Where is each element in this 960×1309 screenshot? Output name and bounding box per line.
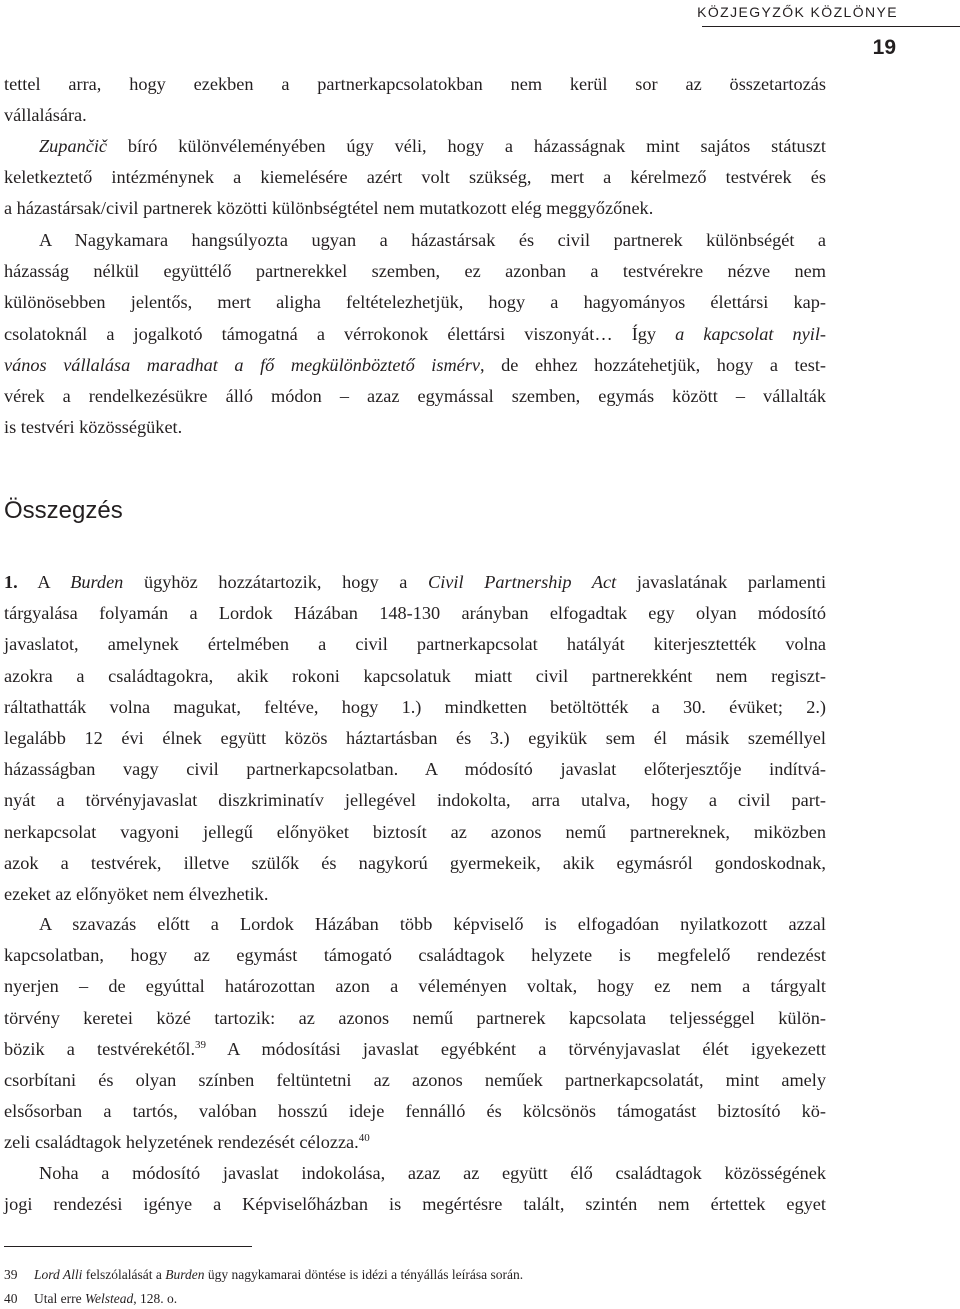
paragraph-2 (4, 131, 826, 225)
text-line: a házastársak/civil partnerek közötti különbségtétel nem mutatkozott elég meggyőzőnek. (4, 198, 654, 219)
footnote-39: 39 Lord Alli felszólalását a Burden ügy nagykamarai döntése is idézi a tényállás leírása során. (4, 1267, 524, 1282)
text-line: is testvéri közösségüket. (4, 417, 183, 438)
text-line: vérek a rendelkezésükre álló módon – azaz egymással szemben, egymás között – vállalták (4, 386, 826, 407)
text-line: A Nagykamara hangsúlyozta ugyan a házastársak és civil partnerek különbségét a (39, 230, 826, 250)
header-rule (702, 26, 960, 27)
text-line: vános vállalása maradhat a fő megkülönböztető ismérv, de ehhez hozzátehetjük, hogy a test- (4, 354, 826, 375)
text-line: különösebben jelentős, mert aligha feltételezhetjük, hogy a hagyományos élettársi kap- (4, 292, 826, 313)
text-line: csorbítani és olyan színben feltüntetni az azonos neműek partnerkapcsolatát, mint amely (4, 1070, 826, 1091)
text-line: zeli családtagok helyzetének rendezését célozza.$^{40}$ (4, 1132, 370, 1153)
text-line: ezeket az előnyöket nem élvezhetik. (4, 884, 269, 905)
text-line: bözik a testvérekétől.$^{39}$ A módosítási javaslat egyébként a törvényjavaslat élét igyekezett (4, 1038, 826, 1059)
text-line: nerkapcsolat vagyoni jellegű előnyöket biztosít az azonos nemű partnereknek, miközben (4, 821, 826, 842)
footnote-ref-40[interactable]: 40 (358, 1132, 370, 1145)
journal-title: KÖZJEGYZŐK KÖZLÖNYE (697, 4, 898, 20)
text-line: vállalására. (4, 105, 87, 126)
text-line: 1. A Burden ügyhöz hozzátartozik, hogy a Civil Partnership Act javaslatának parlamenti (4, 572, 827, 592)
paragraph-1 (4, 69, 826, 131)
text-line: tettel arra, hogy ezekben a partnerkapcsolatokban nem kerül sor az összetartozás (4, 74, 826, 94)
text-line: házasságban vagy civil partnerkapcsolatban. A módosító javaslat előterjesztője indítvá- (4, 759, 826, 780)
judge-name: Zupančič (39, 136, 108, 156)
footnote-number: 39 (4, 1267, 18, 1282)
text-line: Zupančič bíró különvéleményében úgy véli, hogy a házasságnak mint sajátos státuszt (39, 136, 826, 156)
paragraph-4 (4, 567, 826, 910)
footnote-ref-39[interactable]: 39 (195, 1038, 207, 1051)
section-heading: Összegzés (4, 497, 123, 524)
text-line: azok a testvérek, illetve szülők és nagykorú gyermekeik, akik egymásról gondoskodnak, (4, 852, 826, 873)
footnote-40: 40 Utal erre Welstead, 128. o. (4, 1291, 178, 1306)
footnote-number: 40 (4, 1291, 18, 1306)
text-line: Noha a módosító javaslat indokolása, azaz az együtt élő családtagok közösségének (39, 1163, 826, 1183)
text-line: nyerjen – de egyúttal határozottan azon a véleményen voltak, hogy ez nem a tárgyalt (4, 976, 826, 997)
paragraph-3 (4, 225, 826, 443)
text-line: legalább 12 évi élnek együtt közös háztartásban és 3.) egyikük sem él másik személlyel (4, 728, 826, 749)
item-number: 1. (4, 572, 18, 592)
text-line: keletkeztető intézménynek a kiemelésére azért volt szükség, mert a kérelmező testvérek és (4, 167, 826, 188)
text-line: javaslatot, amelynek értelmében a civil partnerkapcsolat hatályát kiterjesztették volna (4, 634, 826, 655)
text-line: házasság nélkül együttélő partnerekkel szemben, ez azonban a testvérekre nézve nem (4, 261, 826, 282)
text-line: azokra a családtagokra, akik rokoni kapcsolatuk miatt civil partnerekként nem regiszt- (4, 665, 826, 686)
text-line: csolatoknál a jogalkotó támogatná a vérrokonok élettársi viszonyát… Így a kapcsolat nyil- (4, 323, 826, 344)
text-line: A szavazás előtt a Lordok Házában több képviselő is elfogadóan nyilatkozott azzal (39, 914, 826, 934)
text-line: törvény keretei közé tartozik: az azonos nemű partnerek kapcsolata teljességgel külön- (4, 1007, 826, 1028)
page-number: 19 (872, 36, 896, 59)
text-line: elsősorban a tartós, valóban hosszú ideje fennálló és kölcsönös támogatást biztosító kö- (4, 1101, 826, 1122)
text-line: jogi rendezési igénye a Képviselőházban is megértésre talált, szintén nem értettek egyet (4, 1194, 826, 1215)
text-line: nyát a törvényjavaslat diszkriminatív jellegével indokolta, arra utalva, hogy a civil part- (4, 790, 826, 811)
footnote-rule (4, 1246, 252, 1247)
text-line: tárgyalása folyamán a Lordok Házában 148-130 arányban elfogadtak egy olyan módosító (4, 603, 826, 624)
paragraph-6 (4, 1158, 826, 1220)
text-line: kapcsolatban, hogy az egymást támogató családtagok helyzete is megfelelő rendezést (4, 945, 826, 966)
paragraph-5 (4, 909, 826, 1159)
text-line: ráltathatták volna magukat, feltéve, hogy 1.) mindketten betöltötték a 30. évüket; 2.) (4, 696, 826, 717)
